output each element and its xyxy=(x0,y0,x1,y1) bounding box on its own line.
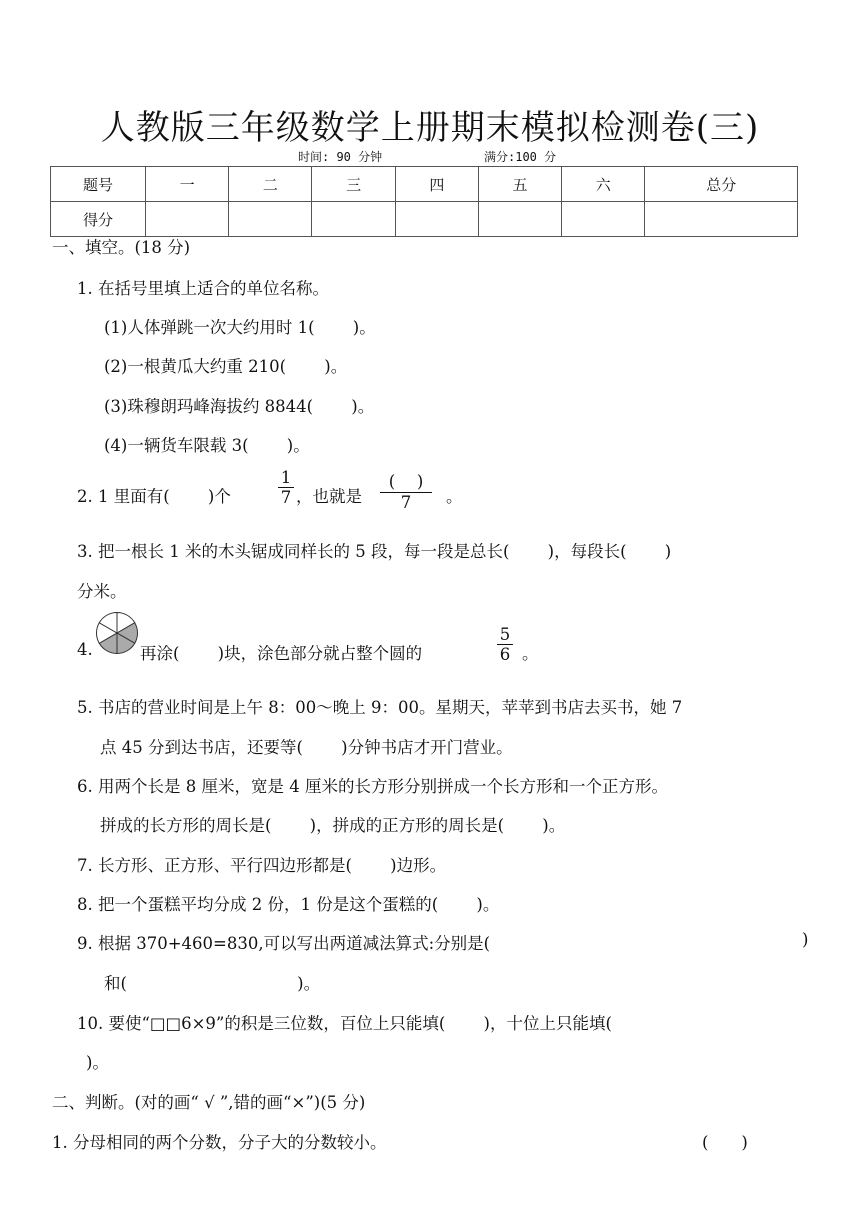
question-6-line1: 6. 用两个长是 8 厘米，宽是 4 厘米的长方形分别拼成一个长方形和一个正方形。 xyxy=(77,777,668,796)
fraction-five-sixths xyxy=(497,625,513,664)
question-10-line1: 10. 要使“□□6×9”的积是三位数，百位上只能填( )，十位上只能填( xyxy=(77,1014,612,1033)
question-9-line1-end: ) xyxy=(802,930,809,949)
score-cell[interactable] xyxy=(229,202,312,237)
section1-heading: 一、填空。(18 分) xyxy=(52,238,191,257)
section2-heading: 二、判断。(对的画“ √ ”,错的画“×”)(5 分) xyxy=(52,1093,366,1112)
header-cell: 四 xyxy=(395,167,478,202)
question-2-text-mid: ，也就是 xyxy=(296,487,362,506)
question-2-text: 2. 1 里面有( )个 xyxy=(77,487,231,506)
fraction-denominator: 6 xyxy=(499,645,511,664)
score-cell[interactable] xyxy=(312,202,395,237)
fraction-denominator: 7 xyxy=(400,493,412,512)
score-table-score-row xyxy=(51,202,798,237)
fraction-numerator: ( ) xyxy=(388,472,424,491)
score-cell[interactable] xyxy=(146,202,229,237)
question-1-3: (3)珠穆朗玛峰海拔约 8844( )。 xyxy=(104,397,375,416)
header-cell: 一 xyxy=(146,167,229,202)
question-3-line1: 3. 把一根长 1 米的木头锯成同样长的 5 段，每一段是总长( )，每段长( ) xyxy=(77,542,672,561)
page-title: 人教版三年级数学上册期末模拟检测卷(三) xyxy=(100,108,760,148)
fraction-denominator: 7 xyxy=(280,488,292,507)
question-1: 1. 在括号里填上适合的单位名称。 xyxy=(77,279,329,298)
question-5-line1: 5. 书店的营业时间是上午 8：00～晚上 9：00。星期天，苹苹到书店去买书，她 7 xyxy=(77,698,683,717)
fraction-one-seventh xyxy=(278,468,294,507)
question-1-4: (4)一辆货车限载 3( )。 xyxy=(104,436,310,455)
fraction-numerator: 1 xyxy=(280,468,292,487)
question-8: 8. 把一个蛋糕平均分成 2 份，1 份是这个蛋糕的( )。 xyxy=(77,895,500,914)
question-3-line2: 分米。 xyxy=(77,582,127,601)
header-cell: 总分 xyxy=(645,167,798,202)
judgment-question-1: 1. 分母相同的两个分数，分子大的分数较小。 xyxy=(52,1133,387,1152)
question-1-1: (1)人体弹跳一次大约用时 1( )。 xyxy=(104,318,376,337)
score-table xyxy=(50,166,798,237)
question-5-line2: 点 45 分到达书店，还要等( )分钟书店才开门营业。 xyxy=(100,738,513,757)
header-cell: 题号 xyxy=(51,167,146,202)
fraction-numerator: 5 xyxy=(499,625,511,644)
score-cell[interactable] xyxy=(562,202,645,237)
exam-time: 时间: 90 分钟 xyxy=(298,150,383,164)
score-cell[interactable] xyxy=(478,202,561,237)
question-10-line2: )。 xyxy=(86,1053,109,1072)
question-4-text-end: 。 xyxy=(522,644,539,663)
circle-sectors xyxy=(97,613,138,654)
score-table-header-row xyxy=(51,167,798,202)
row-label-cell: 得分 xyxy=(51,202,146,237)
header-cell: 三 xyxy=(312,167,395,202)
question-4-text: 再涂( )块，涂色部分就占整个圆的 xyxy=(140,644,423,663)
question-2-text-end: 。 xyxy=(446,487,463,506)
header-cell: 六 xyxy=(562,167,645,202)
question-1-2: (2)一根黄瓜大约重 210( )。 xyxy=(104,357,348,376)
exam-full-score: 满分:100 分 xyxy=(484,150,557,164)
question-9-line2: 和( )。 xyxy=(104,974,321,993)
question-6-line2: 拼成的长方形的周长是( )，拼成的正方形的周长是( )。 xyxy=(100,816,566,835)
score-cell[interactable] xyxy=(395,202,478,237)
sector-circle-icon xyxy=(95,611,139,655)
fraction-blank-seventh xyxy=(380,468,432,512)
question-7: 7. 长方形、正方形、平行四边形都是( )边形。 xyxy=(77,856,447,875)
header-cell: 五 xyxy=(478,167,561,202)
question-4-number: 4. xyxy=(77,640,93,659)
score-cell[interactable] xyxy=(645,202,798,237)
judgment-answer-blank[interactable]: ( ) xyxy=(702,1133,748,1152)
header-cell: 二 xyxy=(229,167,312,202)
question-9-line1: 9. 根据 370+460=830,可以写出两道减法算式:分别是( xyxy=(77,934,491,953)
